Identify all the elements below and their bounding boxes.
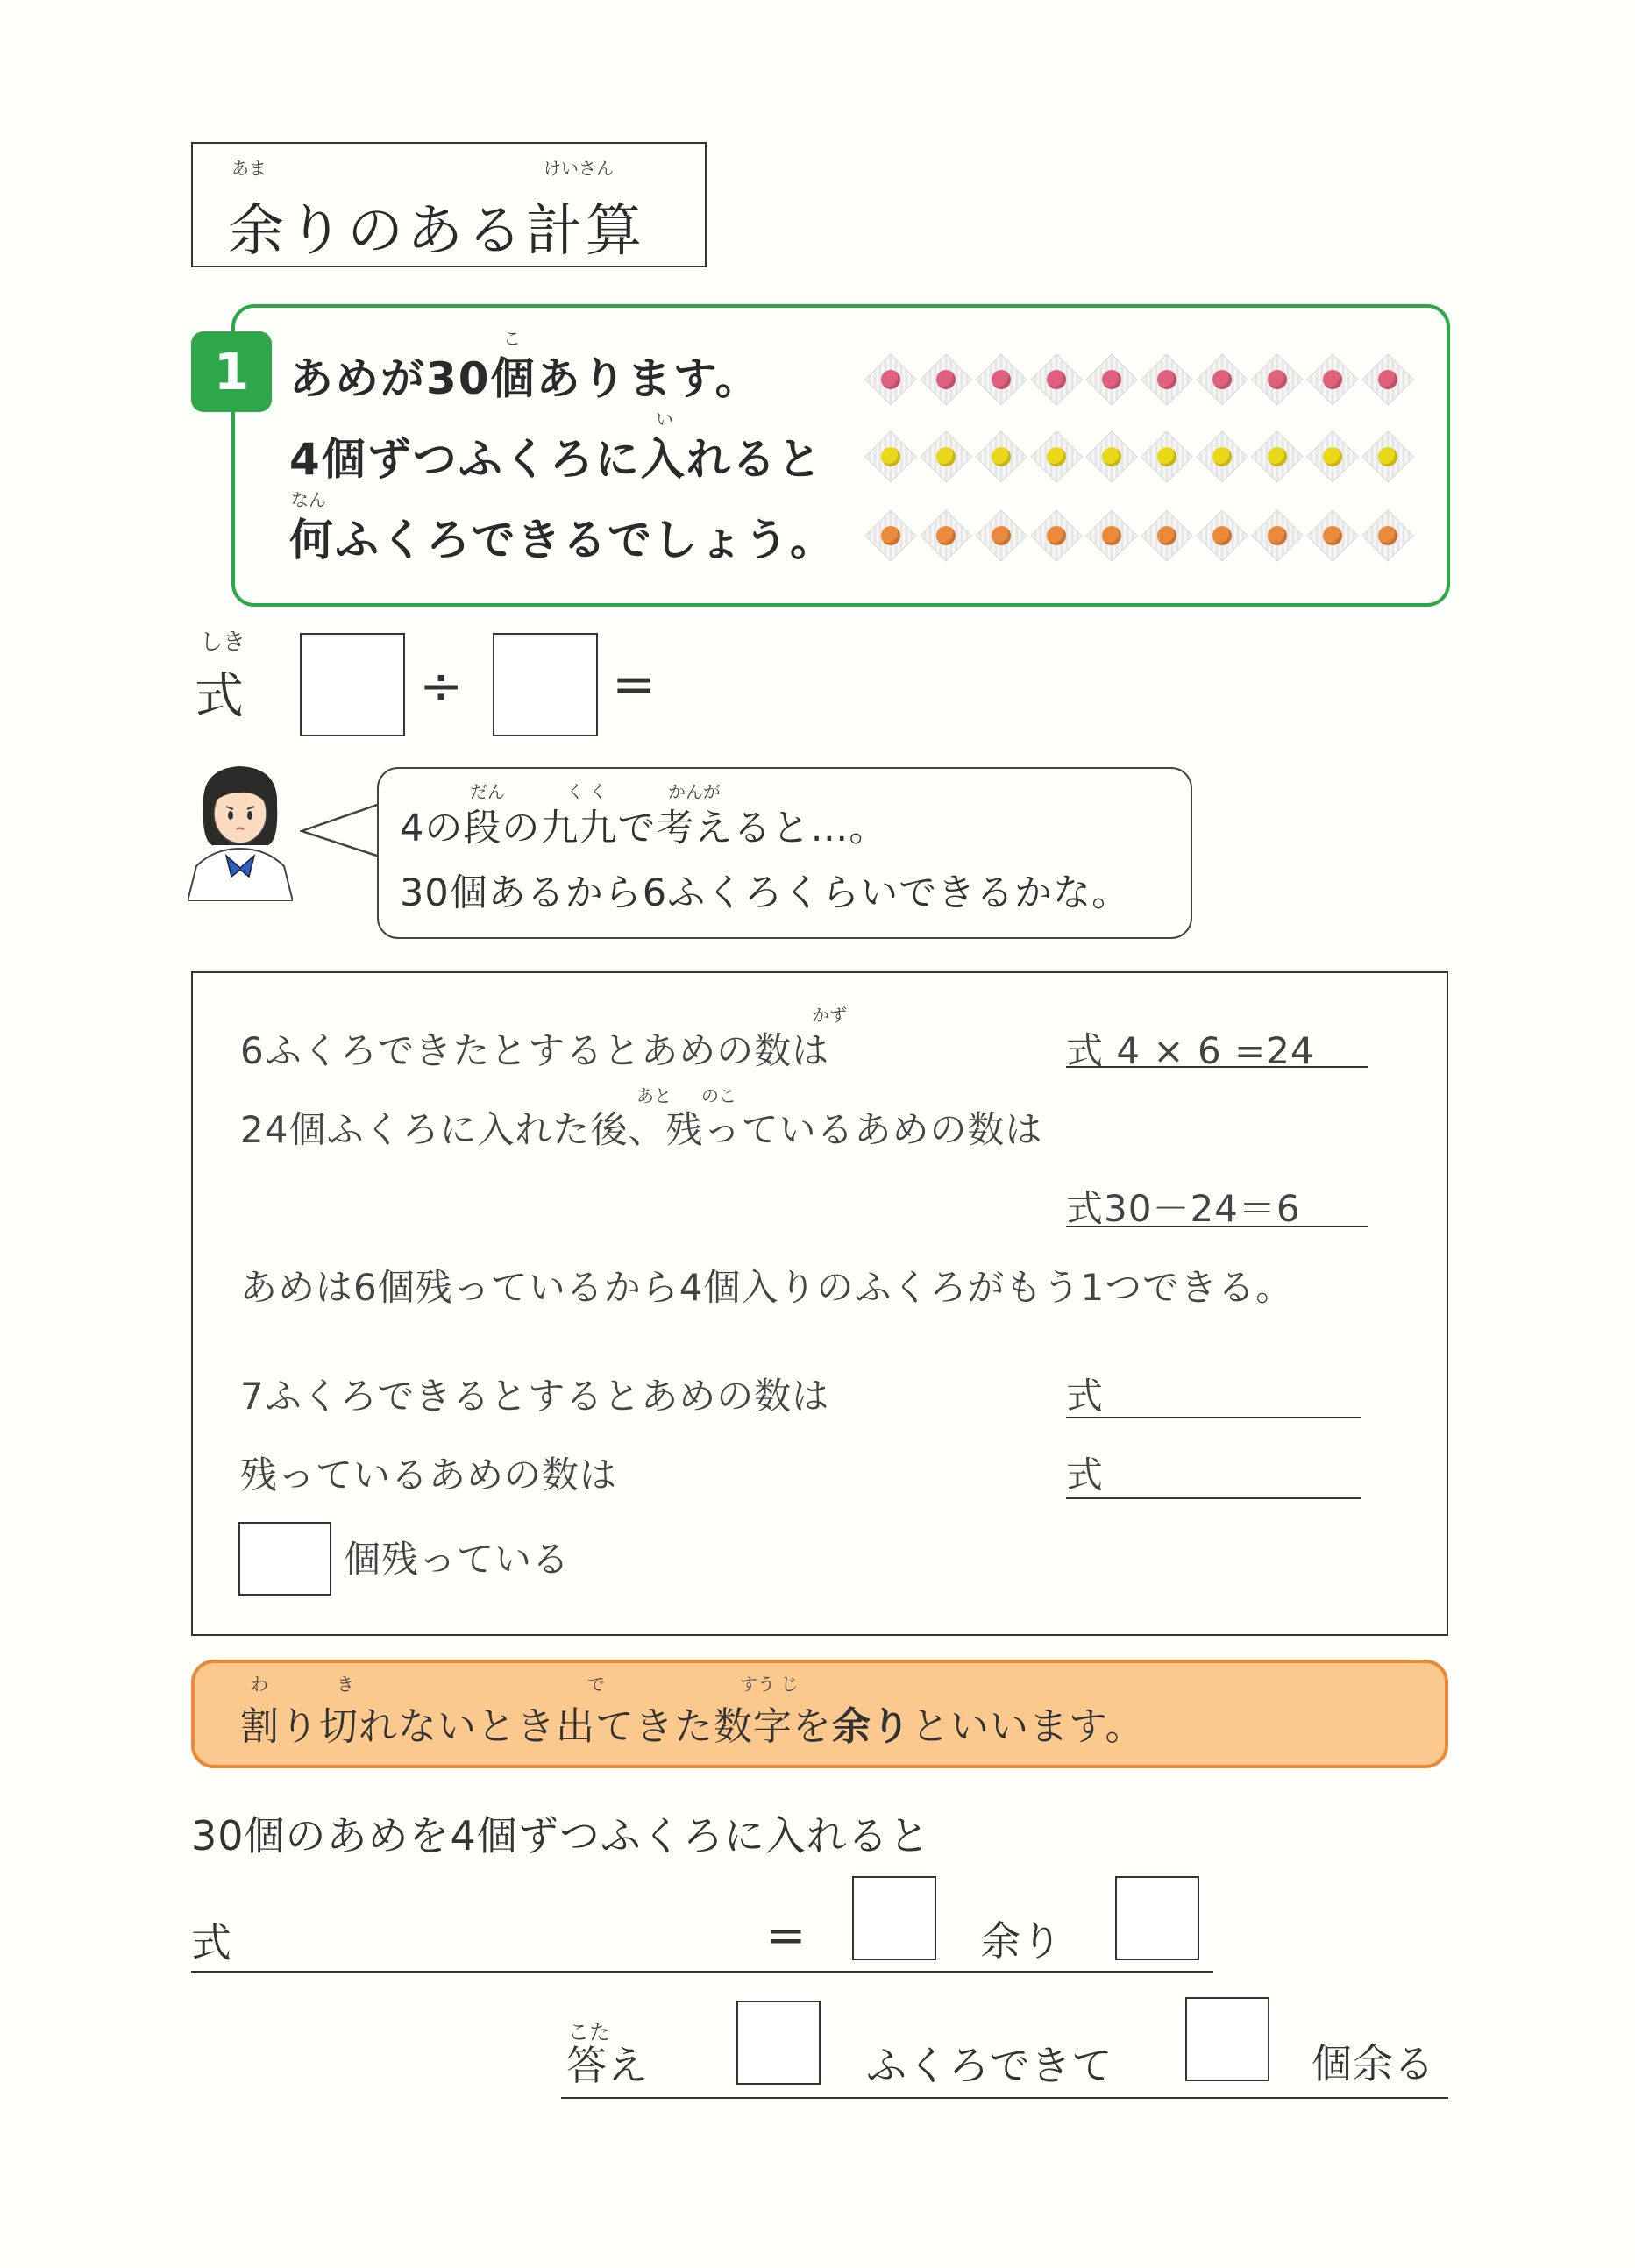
problem-line-1: あめが30個あります。 [289,353,761,404]
shiki-label: 式 [195,668,244,725]
candy-icon [864,358,919,402]
definition-text-after: といいます。 [911,1704,1145,1749]
candy-icon [1305,435,1361,479]
problem-ruby-nan: なん [291,489,326,510]
dividend-answer-box[interactable] [300,633,405,736]
problem-line-2: 4個ずつふくろに入れると [289,434,823,485]
work-eq-3-answer-line[interactable] [1066,1417,1361,1418]
bottom-expression-line[interactable] [191,1971,1213,1973]
speech-line-2: 30個あるから6ふくろくらいできるかな。 [400,871,1131,915]
answer-fukuro-text: ふくろできて [866,2042,1113,2089]
title-ruby-keisan: けいさん [544,158,614,179]
candy-icon [974,435,1029,479]
divide-sign: ÷ [419,656,464,717]
candy-icon [1195,435,1250,479]
work-line-5: 残っているあめの数は [240,1454,618,1497]
def-ruby-ki: き [337,1674,354,1695]
candy-icon [1140,514,1195,558]
speech-tail [300,800,382,861]
candy-icon [1029,358,1084,402]
def-ruby-suuji: すう じ [740,1674,799,1695]
candy-icon [1140,435,1195,479]
equals-sign: = [612,654,657,715]
candy-icon [919,358,974,402]
definition-text-before: 割り切れないとき出てきた数字を [240,1704,832,1749]
title-box [191,142,707,267]
bottom-equals: = [766,1908,807,1963]
candy-icon [1250,514,1305,558]
quotient-answer-box[interactable] [852,1876,936,1960]
amari-label: 余り [980,1917,1063,1965]
work-ruby-noko: のこ [701,1085,736,1106]
speech-line-1: 4の段の九九で考えると…。 [400,807,888,850]
work-eq-4-answer-line[interactable] [1066,1497,1361,1499]
remaining-suffix: 個残っている [344,1538,571,1581]
candy-icon [1195,514,1250,558]
remaining-answer-box[interactable] [238,1522,331,1596]
girl-illustration [188,761,293,901]
answer-label: 答え [566,2042,649,2089]
candy-icon [1361,435,1416,479]
work-eq-1: 式 4 × 6 =24 [1066,1029,1315,1072]
candy-icon [1195,358,1250,402]
work-ruby-ato: あと [636,1085,672,1106]
candy-icon [974,358,1029,402]
bottom-problem-line: 30個のあめを4個ずつふくろに入れると [191,1812,930,1859]
problem-line-3: 何ふくろできるでしょう。 [289,515,835,565]
work-line-3: あめは6個残っているから4個入りのふくろがもう1つできる。 [240,1266,1294,1309]
candy-icon [1361,514,1416,558]
def-ruby-wa: わ [251,1674,268,1695]
definition-box [191,1660,1448,1768]
candy-row-yellow [864,435,1416,479]
divisor-answer-box[interactable] [493,633,598,736]
work-eq-2: 式30－24＝6 [1066,1187,1301,1230]
candy-icon [1250,435,1305,479]
work-eq-1-underline [1066,1066,1368,1068]
candy-icon [1305,514,1361,558]
candy-icon [1250,358,1305,402]
definition-text [240,1695,1144,1751]
problem-ruby-ko: こ [503,328,521,349]
work-line-4: 7ふくろできるとするとあめの数は [240,1375,830,1418]
candy-icon [1140,358,1195,402]
candy-icon [1305,358,1361,402]
work-box [191,971,1448,1636]
candy-row-orange [864,514,1416,558]
answer-bags-box[interactable] [736,2001,821,2085]
candy-icon [919,514,974,558]
answer-ko-amaru-text: 個余る [1312,2040,1435,2087]
work-line-2: 24個ふくろに入れた後、残っているあめの数は [240,1108,1043,1151]
candy-icon [864,435,919,479]
candy-icon [1084,435,1140,479]
page-title: 余りのある計算 [228,199,645,264]
candy-icon [864,514,919,558]
definition-keyword: 余り [832,1704,911,1749]
def-ruby-de: で [587,1674,605,1695]
candy-icon [1084,358,1140,402]
shiki-ruby: しき [200,629,246,656]
candy-row-pink [864,358,1416,402]
speech-ruby-kanga: かんが [668,781,721,802]
answer-underline [561,2097,1448,2099]
work-eq-4-label: 式 [1066,1454,1105,1497]
work-ruby-kazu: かず [812,1005,847,1026]
work-line-1: 6ふくろできたとするとあめの数は [240,1029,830,1072]
work-eq-3-label: 式 [1066,1375,1105,1418]
remainder-answer-box[interactable] [1115,1876,1199,1960]
candy-icon [1029,435,1084,479]
candy-icon [919,435,974,479]
speech-ruby-kuku: く く [566,781,608,802]
work-eq-2-underline [1066,1226,1368,1227]
title-ruby-ama: あま [231,158,267,179]
speech-bubble [377,767,1192,939]
candy-icon [974,514,1029,558]
answer-ruby: こた [568,2020,610,2044]
speech-ruby-dan: だん [470,781,505,802]
problem-number-badge: 1 [191,331,272,412]
bottom-shiki-label: 式 [191,1919,232,1966]
candy-icon [1084,514,1140,558]
answer-remainder-box[interactable] [1185,1997,1269,2081]
candy-icon [1029,514,1084,558]
problem-ruby-i: い [656,409,673,430]
candy-icon [1361,358,1416,402]
